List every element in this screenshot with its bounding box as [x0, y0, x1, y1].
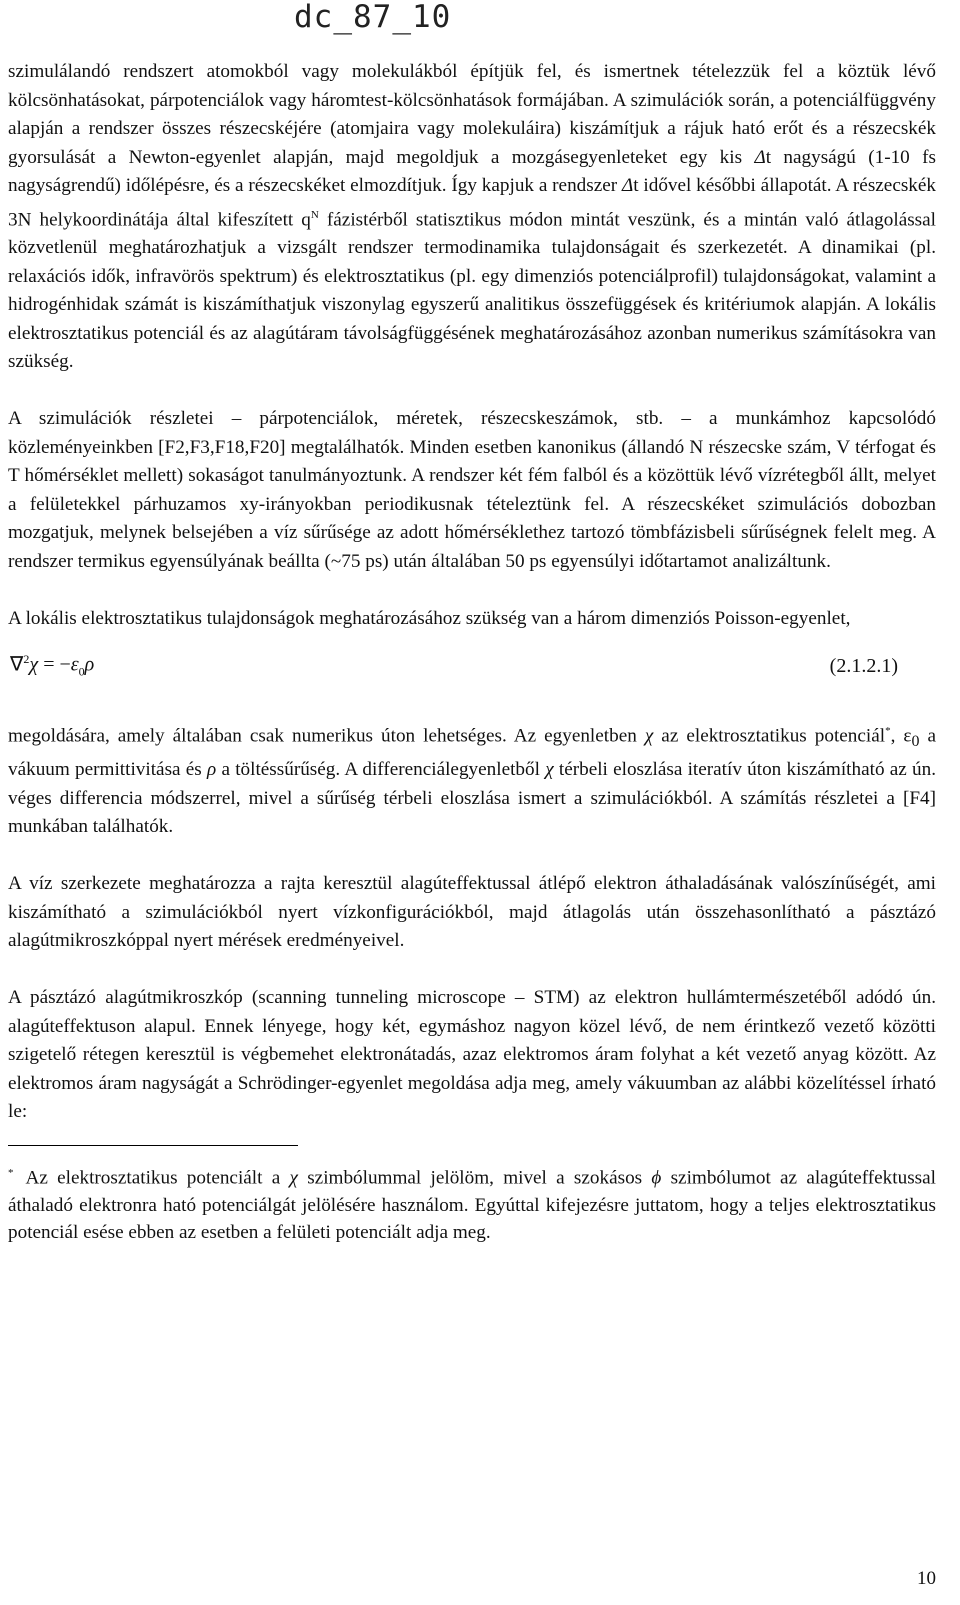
paragraph-stm: A pásztázó alagútmikroszkóp (scanning tunneling microscope – STM) az elektron hullámtermészetéből adódó ún. alagúteffektuson alapul. Ennek lényege, hogy két, egymáshoz nagyon közel lévő, de nem érintkező vezető közötti szigetelő rétegen keresztül is végbemehet elektronátadás, azaz elektromos áram folyhat a két vezető anyag között. Az elektromos áram nagyságát a Schrödinger-egyenlet megoldása adja meg, amely vákuumban az alábbi közelítéssel írható le: [8, 987, 936, 1123]
text-run: a vákuum permittivitása és [8, 724, 937, 781]
equation-expression [8, 645, 94, 686]
paragraph-simulation-details: A szimulációk részletei – párpotenciálok, méretek, részecskeszámok, stb. – a munkámhoz kapcsolódó közleményeinkben [F2,F3,F18,F20] megtalálhatók. Minden esetben kanonikus (állandó N részecske szám, V térfogat és T hőmérséklet mellett) sokaságot tanulmányoztunk. A rendszer két fém falból és a közöttük lévő vízrétegből állt, melyet a felületekkel párhuzamos xy-irányokban periodikusnak tételeztünk fel. A részecskéket szimulációs dobozban mozgatjuk, melynek belsejében a víz sűrűsége az adott hőmérséklethez tartozó tömbfázisbeli sűrűségnek felelt meg. A rendszer termikus egyensúlyának beállta (~75 ps) után általában 50 ps egyensúlyi időtartamot analizáltunk. [8, 408, 936, 572]
phi-symbol: ϕ [651, 1167, 662, 1189]
chi-symbol: χ [545, 759, 554, 781]
superscript: N [310, 208, 319, 221]
subscript: 0 [911, 732, 920, 750]
equals-sign: = − [38, 654, 71, 677]
chi-symbol: χ [289, 1167, 298, 1189]
text-run: szimbólumot az alagúteffektussal áthaladó elektronra ható potenciálgát jelölésére használom. Egyúttal kifejezésre juttatom, hogy a teljes elektrosztatikus potenciál esése ebben az esetben a felületi potenciált adja meg. [8, 1167, 936, 1244]
text-run: t idővel későbbi állapotát. A részecskék 3N helykoordinátája által kifeszített q [8, 175, 937, 230]
text-run: szimulálandó rendszert atomokból vagy molekulákból építjük fel, és ismertnek tételezzük fel a köztük lévő kölcsönhatásokat, párpotenciálok vagy háromtest-kölcsönhatások formájában. A szimulációk során, a potenciálfüggvény alapján a rendszer összes részecskéjére (atomjaira vagy molekuláira) kiszámítjuk a rájuk ható erőt és a részecskék gyorsulását a Newton-egyenlet alapján, majd megoldjuk a mozgásegyenleteket egy kis [8, 61, 936, 168]
nabla-symbol: ∇ [10, 654, 24, 677]
text-run: t nagyságú (1-10 fs nagyságrendű) időlépésre, és a részecskéket elmozdítjuk. Így kapjuk a rendszer [8, 146, 936, 196]
rho-symbol: ρ [84, 654, 95, 677]
footnote-separator [8, 1145, 298, 1146]
paragraph-md-simulation [8, 58, 936, 377]
equation-subscript: 0 [78, 665, 85, 680]
poisson-equation [8, 645, 936, 686]
text-run: Az elektrosztatikus potenciált a [25, 1167, 290, 1189]
body-text [8, 58, 936, 1247]
epsilon-symbol: ε [70, 654, 79, 677]
chi-symbol: χ [29, 654, 39, 677]
footnote-reference: * [885, 724, 891, 737]
chi-symbol: χ [644, 724, 654, 746]
page-number: 10 [917, 1568, 936, 1589]
equation-power: 2 [23, 652, 30, 667]
document-id-header: dc_87_10 [294, 0, 452, 35]
text-run: a töltéssűrűség. A differenciálegyenletből [216, 759, 540, 781]
delta-symbol: Δ [754, 146, 766, 168]
paragraph-water-structure: A víz szerkezete meghatározza a rajta keresztül alagúteffektussal átlépő elektron áthaladásának valószínűségét, ami kiszámítható a szimulációkból nyert vízkonfigurációkból, majd átlagolás után összehasonlítható a pásztázó alagútmikroszkóppal nyert mérések eredményeivel. [8, 873, 936, 952]
footnote-mark: * [8, 1166, 14, 1179]
text-run: szimbólummal jelölöm, mivel a szokásos [297, 1167, 652, 1189]
delta-symbol: Δ [621, 175, 634, 196]
paragraph-poisson-explanation [8, 717, 936, 842]
text-run: az elektrosztatikus potenciál [653, 724, 886, 746]
text-run: , ε [890, 724, 912, 746]
text-run: térbeli eloszlása iteratív úton kiszámítható az ún. véges differencia módszerrel, mivel a sűrűség térbeli eloszlása ismert a szimulációkból. A számítás részletei a [F4] munkában találhatók. [8, 759, 937, 838]
paragraph-poisson-intro: A lokális elektrosztatikus tulajdonságok meghatározásához szükség van a három dimenziós Poisson-egyenlet, [8, 607, 851, 629]
rho-symbol: ρ [207, 759, 217, 781]
text-run: fázistérből statisztikus módon mintát veszünk, és a mintán való átlagolással közvetlenül meghatározhatjuk a vizsgált rendszer termodinamika tulajdonságait és szerkezetét. A dinamikai (pl. relaxációs idők, infravörös spektrum) és elektrosztatikus (pl. egy dimenziós potenciálprofil) tulajdonságokat, valamint a hidrogénhidak számát is kiszámíthatjuk viszonylag egyszerű analitikus összefüggések és kritériumok alapján. A lokális elektrosztatikus potenciál és az alagútáram távolságfüggésének meghatározásához azonban numerikus számításokra van szükség. [8, 208, 936, 373]
text-run: megoldására, amely általában csak numerikus úton lehetséges. Az egyenletben [8, 724, 637, 746]
footnote [8, 1160, 936, 1247]
equation-number: (2.1.2.1) [829, 654, 898, 677]
